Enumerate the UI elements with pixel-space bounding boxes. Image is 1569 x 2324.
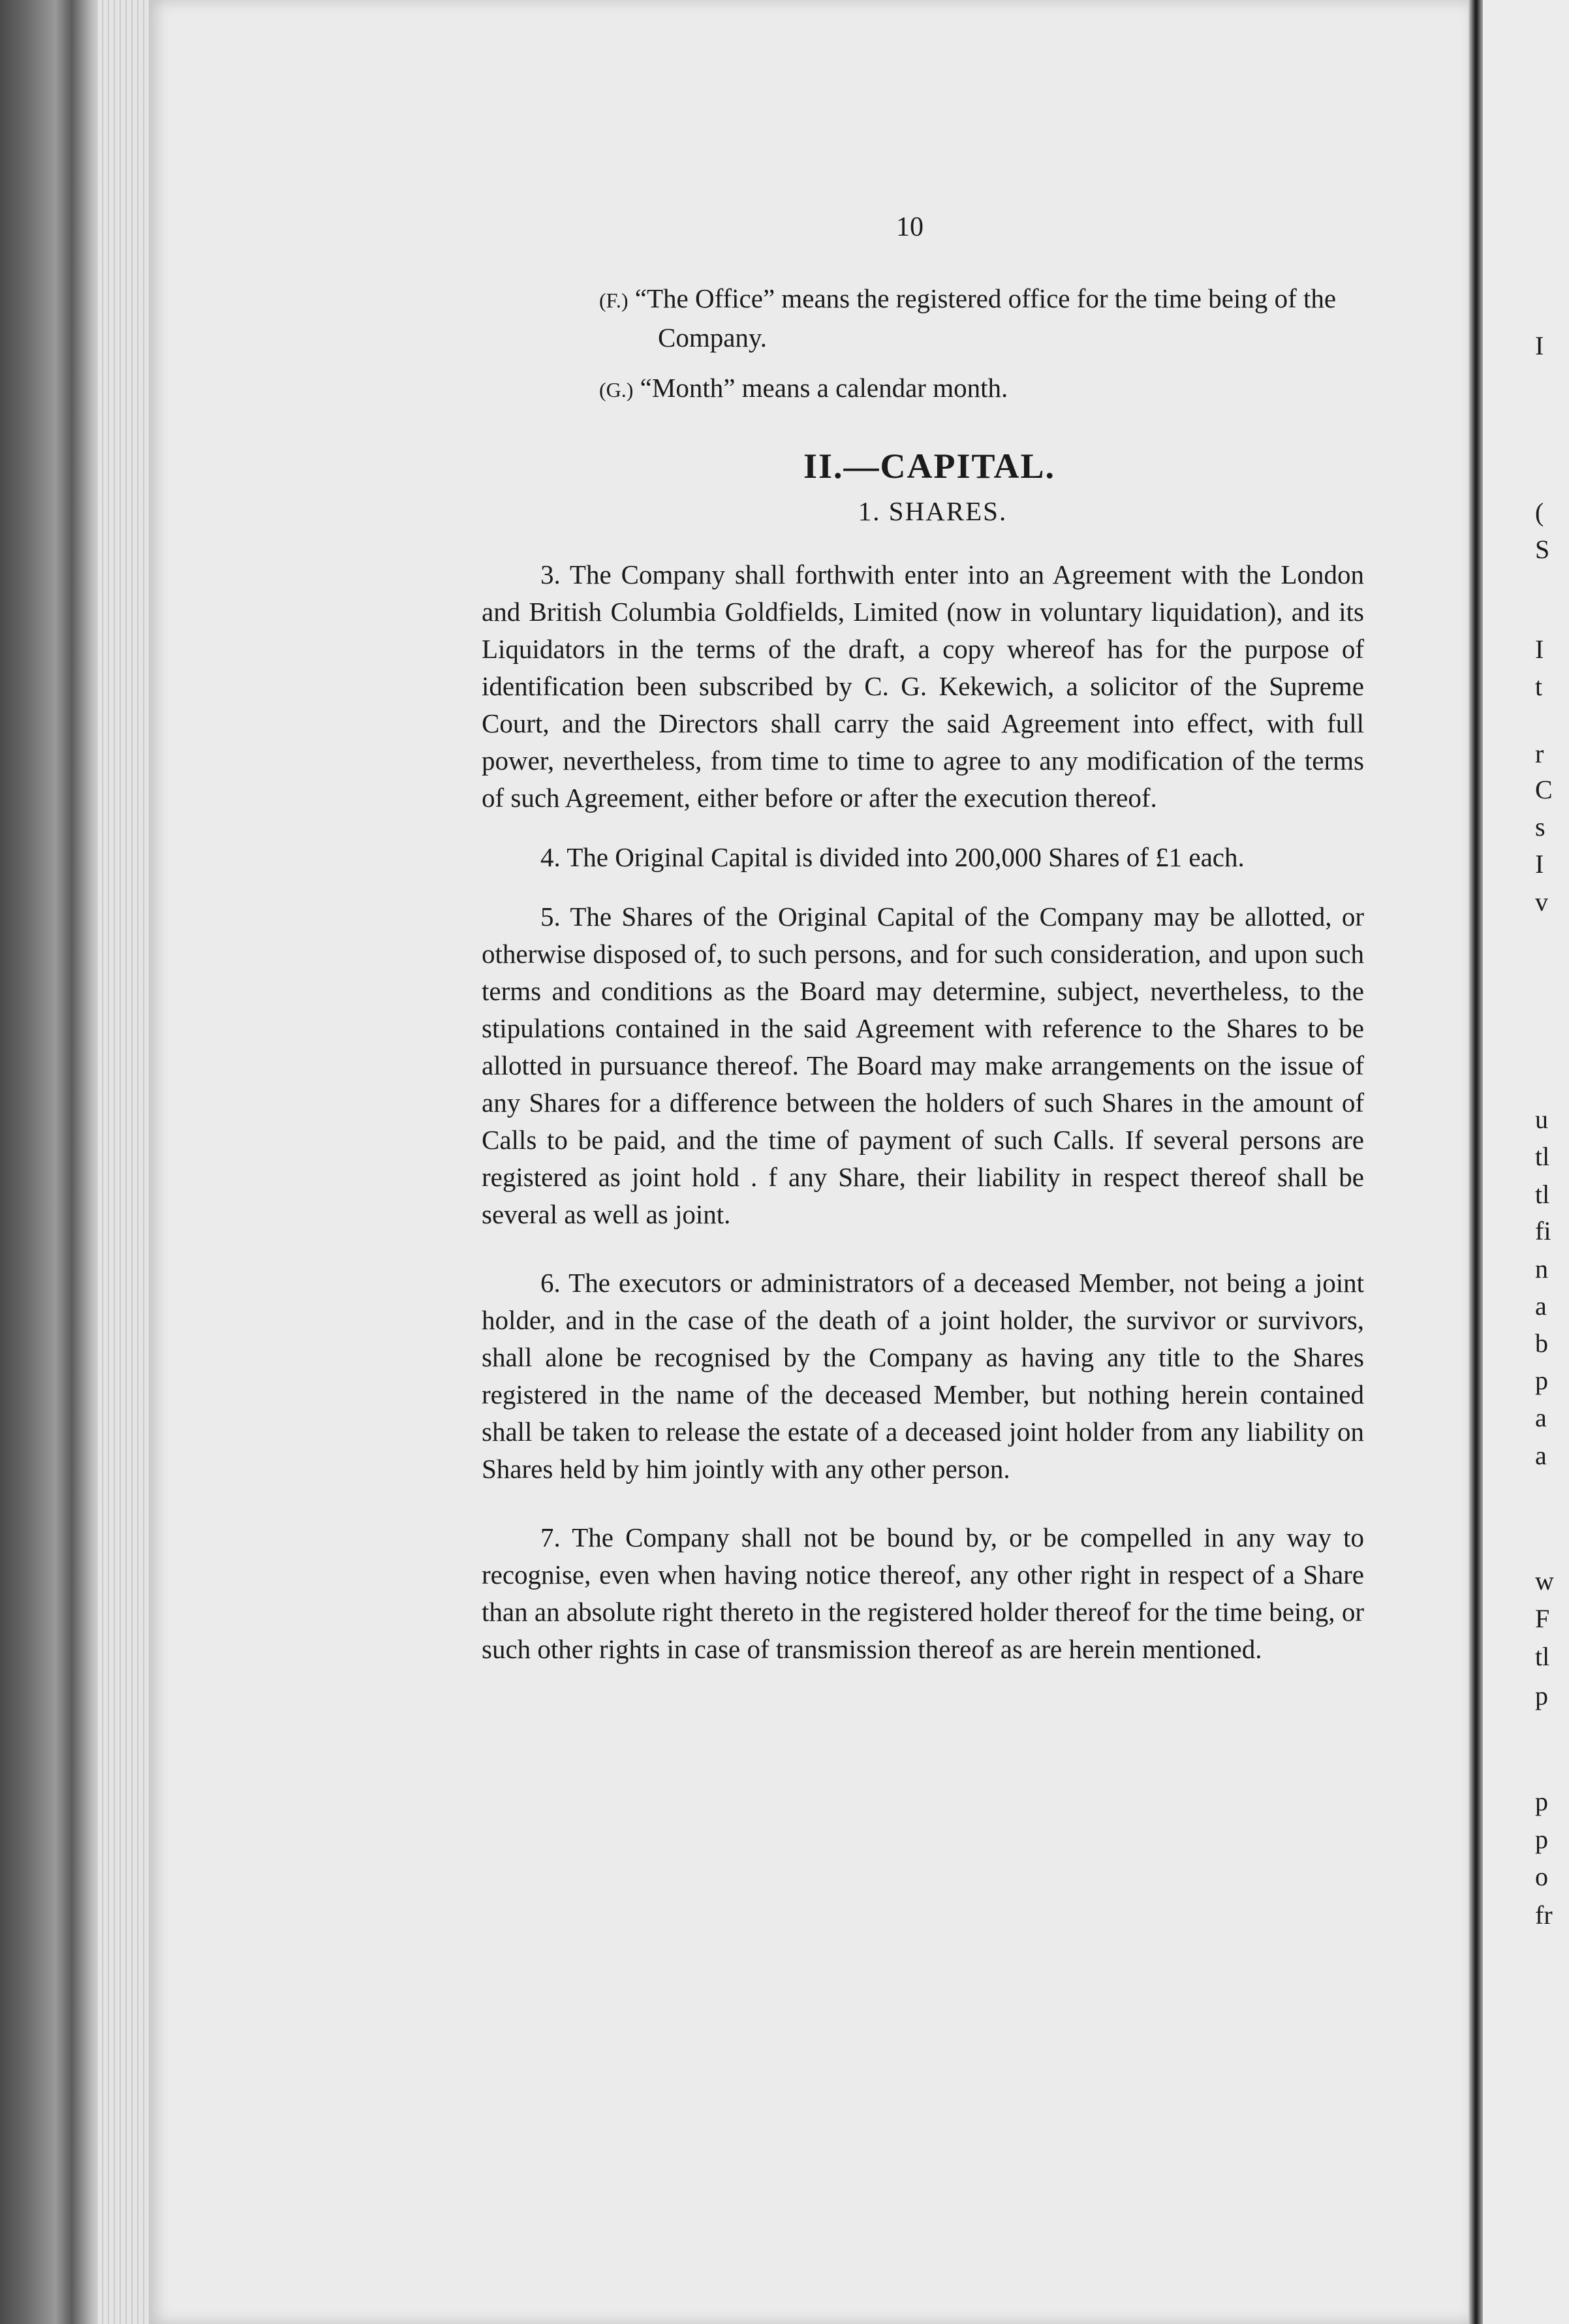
paragraph-text: The Company shall forthwith enter into an Agreement with the London and British Columbia Goldfields, Limited (now in voluntary liquidation), and its Liquidators in the terms of the draft, a copy whereof has for the purpose of identification been subscribed by C. G. Kekewich, a solicitor of the Supreme Court, and the Directors shall carry the said Agreement into effect, with full power, nevertheless, from time to time to agree to any modification of the terms of such Agreement, either before or after the execution thereof. [482, 559, 1364, 813]
fragment: p [1535, 1681, 1548, 1710]
book-spine-edge [0, 0, 98, 2324]
page-number: 10 [896, 212, 924, 242]
fragment: fr [1535, 1900, 1553, 1930]
sub-heading: 1. SHARES. [858, 496, 1008, 526]
paragraph-3 [482, 556, 1364, 817]
fragment: tl [1535, 1142, 1550, 1171]
paragraph-6 [482, 1264, 1364, 1488]
fragment: p [1535, 1825, 1548, 1854]
definition-text: “The Office” means the registered office for the time being of the Company. [634, 283, 1337, 353]
fragment: tl [1535, 1642, 1550, 1671]
definition-office [599, 280, 1364, 356]
paragraph-4 [482, 839, 1364, 876]
definition-month [599, 369, 1364, 409]
fragment: p [1535, 1787, 1548, 1816]
paragraph-5 [482, 898, 1364, 1233]
paragraph-number: 5. [540, 902, 561, 932]
fragment: v [1535, 887, 1548, 917]
paragraph-number: 6. [540, 1268, 561, 1298]
paragraph-number: 7. [540, 1522, 561, 1552]
fragment: b [1535, 1328, 1548, 1358]
fragment: r [1535, 739, 1544, 768]
fragment: n [1535, 1254, 1548, 1283]
definition-key: (G.) [599, 378, 634, 401]
page-content [482, 209, 1364, 1690]
fragment: w [1535, 1566, 1554, 1595]
fragment: I [1535, 331, 1544, 360]
fragment: a [1535, 1291, 1547, 1321]
paragraph-text: The Shares of the Original Capital of the Company may be allotted, or otherwise disposed of, to such persons, and for such consideration, and upon such terms and conditions as the Board may determine, subject, nevertheless, to the stipulations contained in the said Agreement with reference to the Shares to be allotted in pursuance thereof. The Board may make arrangements on the issue of any Shares for a difference between the holders of such Shares in the amount of Calls to be paid, and the time of payment of such Calls. If several persons are registered as joint hold . f any Share, their liability in respect thereof shall be several as well as joint. [482, 902, 1364, 1229]
page-gutter [1468, 0, 1483, 2324]
fragment: I [1535, 849, 1544, 879]
paragraph-text: The executors or administrators of a deceased Member, not being a joint holder, and in the case of the death of a joint holder, the survivor or survivors, shall alone be recognised by the Company as having any title to the Shares registered in the name of the deceased Member, but nothing herein contained shall be taken to release the estate of a deceased joint holder from any liability on Shares held by him jointly with any other person. [482, 1268, 1364, 1484]
fragment: t [1535, 672, 1543, 701]
fragment: fi [1535, 1216, 1551, 1246]
fragment: S [1535, 535, 1550, 564]
adjacent-page [1483, 0, 1569, 2324]
fragment: ( [1535, 497, 1544, 527]
fragment: s [1535, 812, 1546, 841]
paragraph-text: The Original Capital is divided into 200,000 Shares of £1 each. [567, 842, 1245, 872]
paragraph-7 [482, 1519, 1364, 1668]
section-heading: II.—CAPITAL. [803, 447, 1056, 486]
paragraph-number: 3. [540, 559, 561, 589]
fragment: u [1535, 1105, 1548, 1134]
fragment: o [1535, 1862, 1548, 1891]
definition-key: (F.) [599, 289, 629, 312]
definition-text: “Month” means a calendar month. [640, 373, 1008, 403]
paragraph-text: The Company shall not be bound by, or be compelled in any way to recognise, even when having notice thereof, any other right in respect of a Share than an absolute right thereto in the registered holder thereof for the time being, or such other rights in case of transmission thereof as are herein mentioned. [482, 1522, 1364, 1664]
fragment: F [1535, 1604, 1550, 1633]
fragment: C [1535, 775, 1553, 804]
paragraph-number: 4. [540, 842, 561, 872]
fragment: I [1535, 635, 1544, 664]
page-stack-edges [98, 0, 150, 2324]
fragment: a [1535, 1403, 1547, 1432]
fragment: tl [1535, 1180, 1550, 1209]
fragment: p [1535, 1366, 1548, 1395]
fragment: a [1535, 1441, 1547, 1470]
